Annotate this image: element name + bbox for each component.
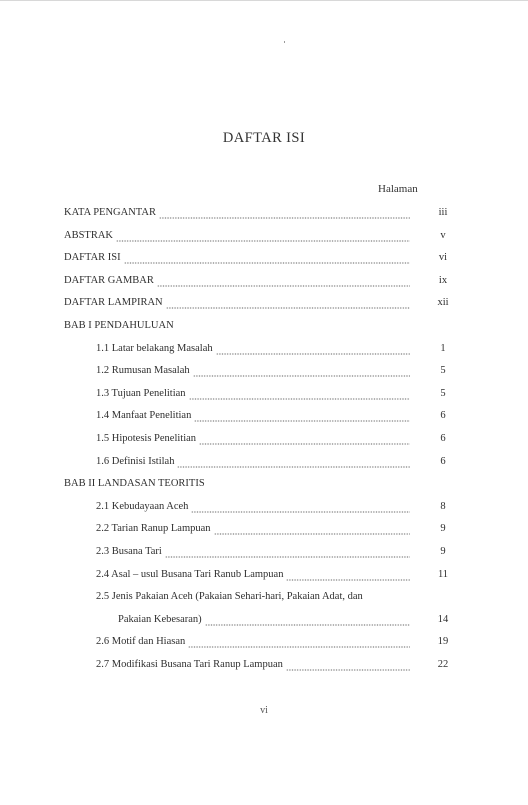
toc-entry [64, 252, 467, 268]
toc-entry-page: ix [438, 274, 448, 286]
toc-entry [96, 636, 467, 652]
toc-entry-page: 22 [437, 659, 449, 670]
toc-entry-page: 6 [440, 433, 446, 444]
page-column-header: Halaman [378, 183, 418, 195]
toc-entry-label: DAFTAR ISI [64, 252, 121, 264]
toc-entry-label: 1.3 Tujuan Penelitian [96, 387, 186, 399]
toc-entry-page: v [440, 229, 446, 241]
toc-dot-leader [124, 256, 410, 264]
toc-dot-leader [188, 640, 410, 648]
page-number-footer: vi [260, 705, 268, 716]
toc-entry-page: 6 [440, 410, 446, 422]
toc-dot-leader [286, 663, 410, 671]
toc-entry-label: DAFTAR GAMBAR [64, 274, 154, 286]
toc-entry [96, 365, 467, 381]
toc-entry-label: 2.4 Asal – usul Busana Tari Ranub Lampuan [96, 568, 284, 580]
toc-entry-page: 11 [437, 568, 449, 580]
toc-entry-page: vi [438, 252, 448, 264]
toc-entry-label: 2.3 Busana Tari [96, 546, 162, 557]
toc-entry [96, 523, 467, 539]
toc-entry-page: 1 [440, 342, 446, 354]
toc-entry [96, 591, 467, 607]
toc-entry [96, 410, 467, 426]
toc-dot-leader [214, 527, 410, 535]
toc-entry [96, 343, 467, 359]
toc-entry [64, 478, 467, 494]
toc-entry-page: 9 [440, 523, 446, 535]
toc-entry [118, 614, 467, 630]
toc-entry-label: 2.6 Motif dan Hiasan [96, 636, 186, 648]
scan-speck [284, 41, 285, 43]
toc-entry-page: 6 [440, 455, 446, 467]
toc-dot-leader [286, 573, 410, 581]
toc-dot-leader [159, 211, 410, 219]
toc-entry-page: iii [438, 207, 448, 218]
toc-entry-label: 2.5 Jenis Pakaian Aceh (Pakaian Sehari-hari, Pakaian Adat, dan [96, 591, 363, 603]
toc-entry [96, 659, 467, 675]
toc-entry [64, 297, 467, 313]
toc-dot-leader [191, 505, 410, 513]
toc-entry-label: KATA PENGANTAR [64, 207, 156, 218]
toc-entry [64, 230, 467, 246]
toc-entry-label: 1.1 Latar belakang Masalah [96, 342, 213, 354]
toc-entry-page: 19 [437, 636, 449, 648]
toc-dot-leader [194, 414, 410, 422]
toc-entry [96, 501, 467, 517]
toc-entry [64, 320, 467, 336]
toc-entry-page: 5 [440, 365, 446, 377]
toc-entry-label: 1.4 Manfaat Penelitian [96, 410, 192, 422]
toc-dot-leader [157, 279, 410, 287]
toc-dot-leader [216, 347, 410, 355]
toc-entry [64, 207, 467, 223]
toc-dot-leader [199, 437, 410, 445]
toc-dot-leader [189, 392, 410, 400]
toc-entry-label: Pakaian Kebesaran) [118, 613, 202, 625]
toc-dot-leader [193, 369, 410, 377]
toc-entry-label: ABSTRAK [64, 229, 114, 241]
page-title: DAFTAR ISI [222, 130, 306, 146]
toc-entry [96, 388, 467, 404]
toc-dot-leader [165, 550, 410, 558]
toc-dot-leader [166, 301, 410, 309]
toc-entry-label: 2.1 Kebudayaan Aceh [96, 500, 189, 512]
toc-dot-leader [205, 618, 410, 626]
toc-entry [96, 569, 467, 585]
toc-entry-label: BAB I PENDAHULUAN [64, 320, 174, 331]
toc-entry [96, 546, 467, 562]
toc-entry [96, 456, 467, 472]
toc-entry-label: 2.7 Modifikasi Busana Tari Ranup Lampuan [96, 659, 283, 670]
toc-entry-page: xii [437, 297, 449, 309]
toc-entry-label: DAFTAR LAMPIRAN [64, 297, 163, 309]
toc-dot-leader [116, 234, 410, 242]
toc-entry-label: 1.6 Definisi Istilah [96, 455, 175, 467]
toc-entry-label: 2.2 Tarian Ranup Lampuan [96, 523, 211, 535]
toc-entry-label: BAB II LANDASAN TEORITIS [64, 478, 205, 490]
toc-entry-label: 1.2 Rumusan Masalah [96, 365, 190, 377]
toc-entry [64, 275, 467, 291]
toc-dot-leader [177, 460, 410, 468]
toc-entry-page: 9 [440, 546, 446, 557]
toc-entry [96, 433, 467, 449]
toc-entry-label: 1.5 Hipotesis Penelitian [96, 433, 197, 444]
toc-entry-page: 8 [440, 500, 446, 512]
toc-entry-page: 5 [440, 387, 446, 399]
page-top-edge [0, 0, 528, 1]
toc-entry-page: 14 [437, 613, 449, 625]
